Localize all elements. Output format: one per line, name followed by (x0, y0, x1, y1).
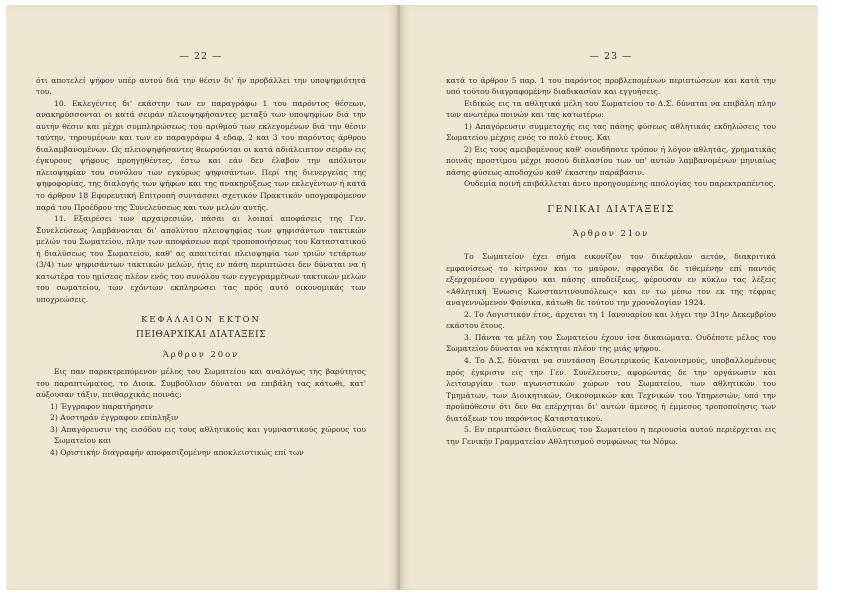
penalty-item: 2) Αυστηράν έγγραφον επίπληξιν (50, 413, 179, 423)
page-number-left: — 22 — (179, 51, 223, 62)
paragraph-continuation: κατά το άρθρον 5 παρ. 1 του παρόντος προβλεπομένων περιπτώσεων και κατά την υπό τούτου διαγραφομένην διαδικασίαν και εγγυήσεις. (446, 75, 776, 97)
article-21-item: 3. Πάντα τα μέλη του Σωματείου έχουν ίσα δικαιώματα. Ουδέποτε μέλος του Σωματείου δύναται να κέκτηται πλέον της μιάς ψήφου. (446, 332, 776, 354)
article-21-item: 4. Το Δ.Σ. δύναται να συντάσση Εσωτερικούς Κανονισμούς, υποβαλλομένους πρός έγκρισιν εις την Γεν. Συνέλευσιν, αφορώντας δε την οργάνωσιν και λειτουργίαν των αγωνιστικών χώρων του Σωματείου, των αθλητικών του Τμημάτων, των Διοικητικών, Οικονομικών και Τεχνικών του Υπηρεσιών, υπό την προϋπόθεσιν ότι δεν θα επέρχηται δι' αυτών άμεσος ή έμμεσος τροποποίησις των διατάξεων του παρόντος Καταστατικού. (446, 356, 776, 423)
right-page-content (446, 51, 776, 447)
left-page (6, 5, 398, 590)
left-page-content (36, 51, 366, 459)
special-penalty-item: 1) Απαγόρευσιν συμμετοχής εις τας πάσης φύσεως αθλητικάς εκδηλώσεις του Σωματείου μέχρις ενός το πολύ έτους. Και (446, 121, 776, 143)
paragraph-10: 10. Εκλεγέντες δι' εκάστην των εν παραγράφω 1 του παρόντος θέσεων, ανακηρύσσονται οι κατά σειράν πλειοψηφήσαντες μεταξύ των υποψηφίων διά την αυτήν θέσιν και μέχρι συμπληρώσεως του αριθμού των εκλεγομένων διά την θέσιν ταύτην, τηρουμένων και των εν παραγράφω 4 εδαφ. 2 και 3 του παρόντος άρθρου διαλαμβανομένων. Ως πλειοψηφήσαντες θεωρούνται οι κατά αδιάλειπτον σειράν εις έγκυρους ψήφους προηγηθέντες, έστω και εάν δεν έλαβον την απόλυτον πλειοψηφίαν του συνόλου των εγκύρως ψηφισάντων. Περί της διενεργείας της ψηφοφορίας, της διαλογής των ψήφων και της ανακηρύξεως των εκλεγέντων ή κατά το άρθρον 18 Εφορευτική Επιτροπή συντάσσει σχετικόν Πρακτικόν υπογραφόμενον παρά του Προέδρου της Συνελεύσεως και των μελών αυτής. (36, 98, 366, 212)
section-heading-disciplinary: ΠΕΙΘΑΡΧΙΚΑΙ ΔΙΑΤΑΞΕΙΣ (136, 330, 266, 341)
right-page (400, 5, 818, 590)
article-21-item: 2. Το Λογιστικόν έτος, άρχεται τη 1 Ιανουαρίου και λήγει την 31ην Δεκεμβρίου εκάστου έτους. (446, 309, 776, 331)
article-21-intro: Το Σωματείον έχει σήμα εικονίζον τον δικέφαλον αετόν, διακριτικά εμφανίσεως το κίτρινον και το μαύρον, σφραγίδα δε τιθεμένην επί παντός εξερχομένου εγγράφου και πάσης αποδείξεως, φέρουσαν εν κύκλω τας λέξεις «Αθλητική Ένωσις Κωνσταντινουπόλεως» και εν τω μέσω τον εκ της τέφρας αναγεννώμενον Φοίνικα, κάτωθι δε τούτου την χρονολογίαν 1924. (446, 252, 776, 308)
section-heading-general: ΓΕΝΙΚΑΙ ΔΙΑΤΑΞΕΙΣ (547, 204, 675, 216)
page-number-right: — 23 — (589, 51, 633, 62)
paragraph-11: 11. Εξαιρέσει των αρχαιρεσιών, πάσαι αι λοιπαί αποφάσεις της Γεν. Συνελεύσεως λαμβάνονται δι' απολύτου πλειοψηφίας των ψηφισάντων τακτικών μελών του Σωματείου, πλην των αποφάσεων περί τροποποιήσεως του Καταστατικού ή διαλύσεως του Σωματείου, καθ' ας απαιτείται πλειοψηφία των τριών τετάρτων (3/4) των ψηφισάντων τακτικών μελών, ήτις εν πάση περιπτώσει δεν δύναται να ή κατωτέρα του ημίσεος πλέον ενός του συνόλου των εγγεγραμμένων τακτικών μελών του σωματείου, των εχόντων εκπληρώσει τας πρός αυτό οικονομικάς των υποχρεώσεις. (36, 214, 366, 304)
penalty-item: 3) Απαγόρευσιν της εισόδου εις τους αθλητικούς και γυμναστικούς χώρους του Σωματείου και (50, 424, 366, 446)
chapter-title: ΚΕΦΑΛΑΙΟΝ ΕΚΤΟΝ (141, 314, 261, 325)
penalty-item: 4) Οριστικήν διαγραφήν αποφασιζομένην αποκλειστικώς επί των (50, 447, 304, 457)
article-20-intro: Εις παν παρεκτρεπόμενον μέλος του Σωματείου και αναλόγως της βαρύτητος του παραπτώματος, το Διοικ. Συμβούλιον δύναται να επιβάλη τας κάτωθι, κατ' αύξουσαν τάξιν, πειθαρχικάς ποινάς: (36, 367, 366, 400)
special-penalty-item: 2) Εις τους αμειβομένους καθ' οιονδήποτε τρόπον ή λόγον αθλητάς, χρηματικάς ποινάς προστίμου μέχρι ποσού διπλασίου των υπ' αυτών λαμβανομένων μηνιαίως πάσης φύσεως αποδοχών καθ' έκαστην παράβασιν. (446, 144, 776, 177)
article-21-title: Άρθρον 21ον (572, 227, 650, 238)
penalty-item: 1) Έγγραφον παρατήρησιν (50, 401, 153, 411)
paragraph-no-penalty: Ουδεμία ποινή επιβάλλεται άνευ προηγουμένης απολογίας του παρεκτραπέντος. (464, 179, 776, 189)
article-20-title: Άρθρον 20ον (162, 348, 240, 359)
article-21-item: 5. Εν περιπτώσει διαλύσεως του Σωματείου η περιουσία αυτού περιέρχεται εις την Γενικήν Γραμματείαν Αθλητισμού συμφώνως τω Νόμω. (446, 425, 776, 446)
paragraph-continuation: ότι αποτελεί ψήφον υπέρ αυτού διά την θέσιν δι' ήν προβάλλει την υποψηφιότητά του. (36, 75, 366, 97)
paragraph-special-penalties: Ειδικώς εις τα αθλητικά μέλη του Σωματείου το Δ.Σ. δύναται να επιβάλη πλην των ανωτέρω ποινών και τας κατωτέρω: (446, 98, 776, 120)
